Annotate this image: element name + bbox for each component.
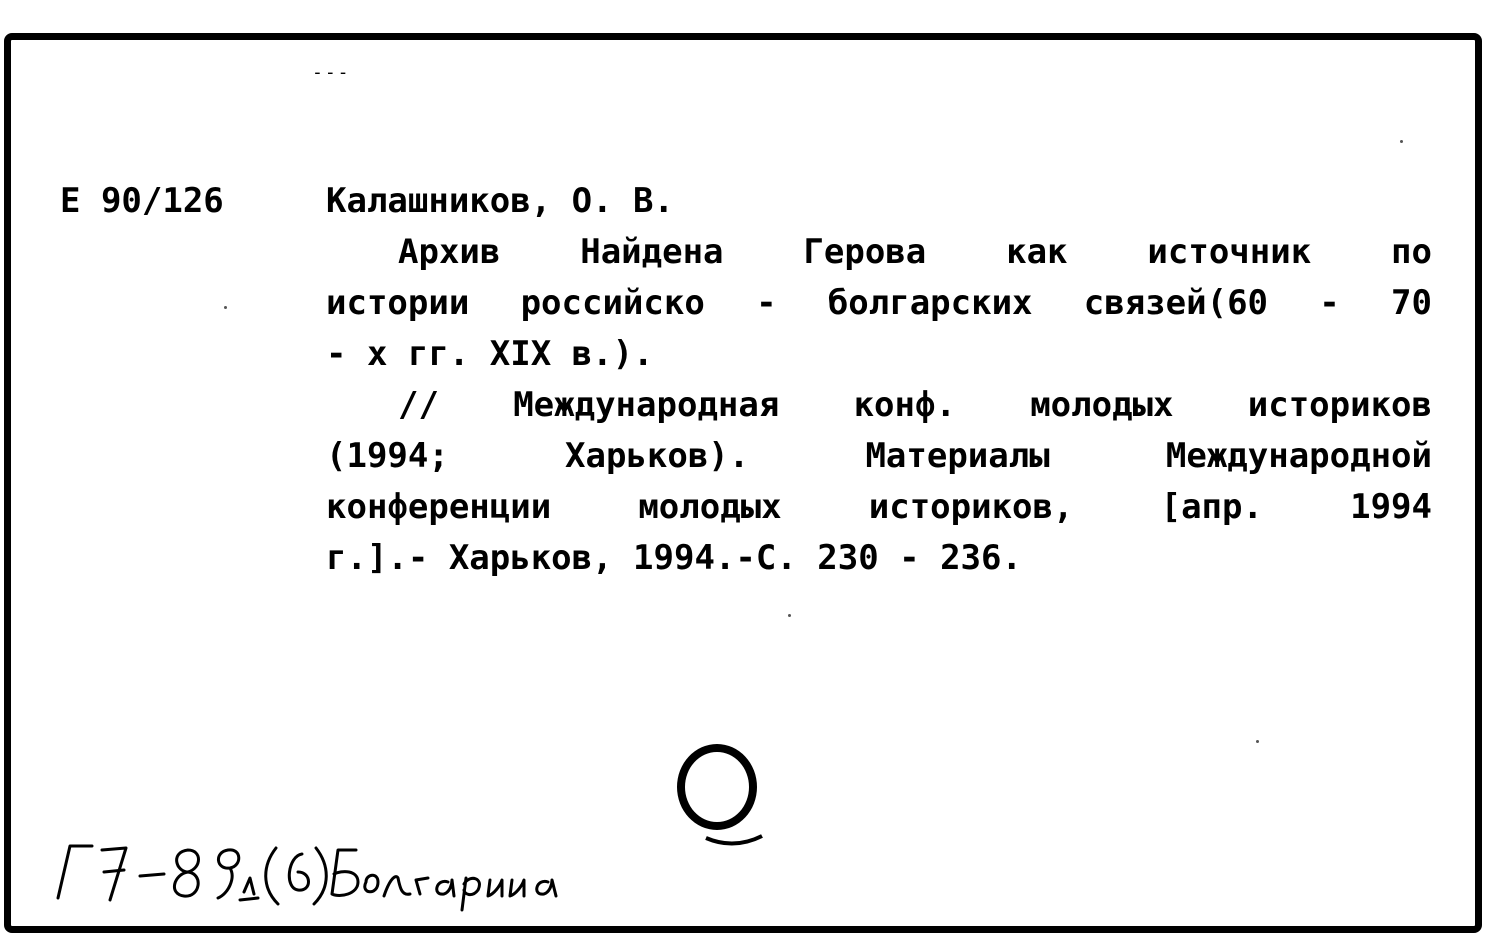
- handwritten-note: [40, 838, 620, 918]
- source-line-3: конференции молодых историков, [апр. 1994: [326, 487, 1432, 527]
- title-line-2: истории российско - болгарских связей(60 - 70: [326, 283, 1432, 323]
- title-line-1: Архив Найдена Герова как источник по: [398, 232, 1432, 272]
- paper-speck: [1400, 140, 1403, 143]
- punch-hole: [677, 744, 757, 830]
- source-line-2: (1994; Харьков). Материалы Международной: [326, 436, 1432, 476]
- title-line-3: - х гг. XIX в.).: [326, 334, 654, 374]
- paper-speck: [224, 306, 227, 309]
- top-dash-mark: ---: [312, 62, 351, 83]
- paper-speck: [1256, 740, 1259, 743]
- author: Калашников, О. В.: [326, 181, 674, 221]
- bibliographic-entry: [326, 176, 1432, 584]
- source-line-4: г.].- Харьков, 1994.-С. 230 - 236.: [326, 538, 1022, 578]
- shelfmark: Е 90/126: [60, 181, 224, 221]
- source-line-1: // Международная конф. молодых историков: [398, 385, 1432, 425]
- paper-speck: [788, 614, 791, 617]
- punch-hole-shadow: [704, 834, 764, 848]
